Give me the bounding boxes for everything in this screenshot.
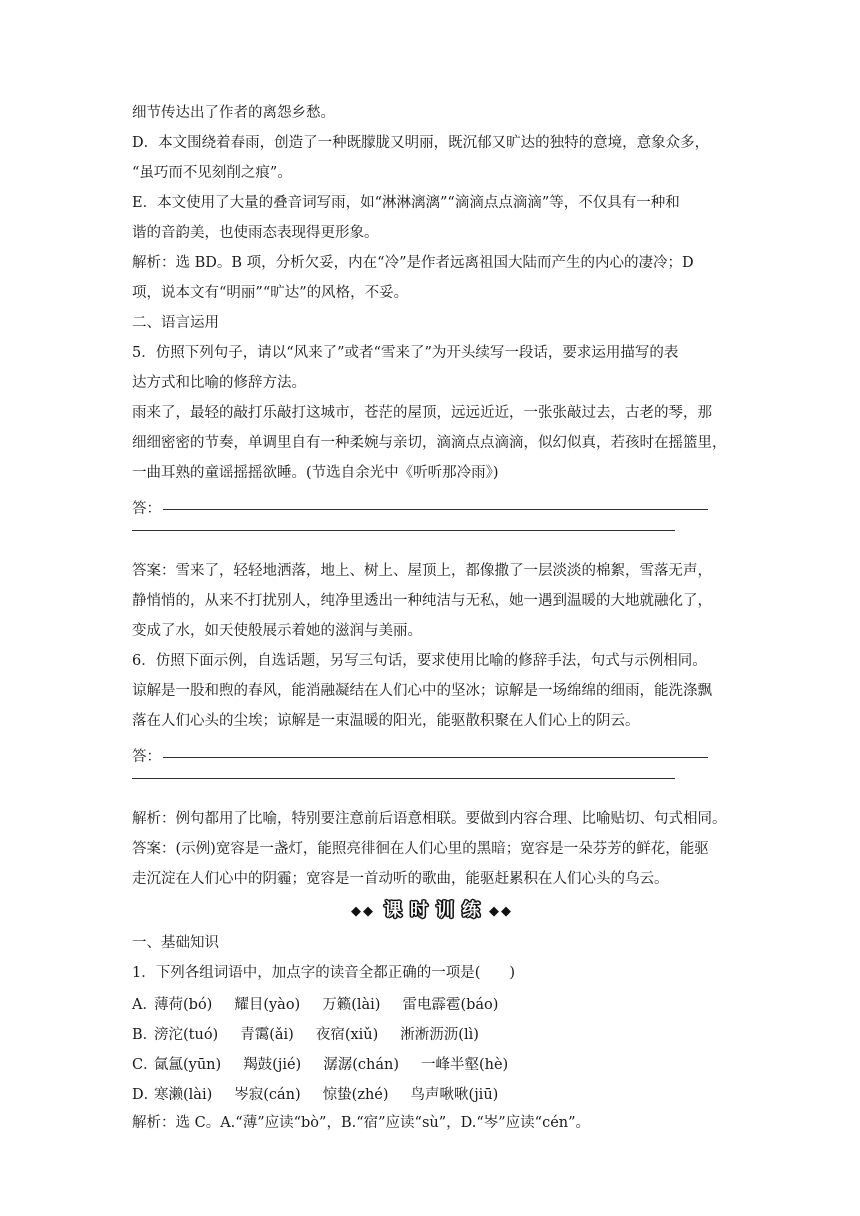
answer-rule-2[interactable] xyxy=(132,766,732,796)
answer-line: 答案：雪来了，轻轻地洒落，地上、树上、屋顶上，都像撒了一层淡淡的棉絮，雪落无声， xyxy=(132,563,712,579)
option-word: 薄荷(bó) xyxy=(154,996,213,1013)
option-key: C． xyxy=(132,1056,158,1073)
answer-line: 走沉淀在人们心中的阴霾；宽容是一首动听的歌曲，能驱赶累积在人们心头的乌云。 xyxy=(132,871,669,887)
option-word: 青霭(ǎi) xyxy=(240,1026,294,1043)
answer-line: 变成了水，如天使般展示着她的滋润与美丽。 xyxy=(132,623,422,639)
text-line: 谐的音韵美，也使雨态表现得更形象。 xyxy=(132,225,379,241)
option-b xyxy=(132,1018,732,1048)
analysis-line: 解析：例句都用了比喻，特别要注意前后语意相联。要做到内容合理、比喻贴切、句式相同。 xyxy=(132,811,727,827)
option-word: 岑寂(cán) xyxy=(234,1086,301,1103)
answer-rule-2[interactable] xyxy=(132,518,732,548)
document-page xyxy=(132,98,732,1138)
answer-rule xyxy=(163,756,708,758)
answer-label: 答： xyxy=(132,749,161,765)
question-6: 6．仿照下面示例，自选话题，另写三句话，要求使用比喻的修辞手法，句式与示例相同。 xyxy=(132,653,707,669)
banner-char: 训 xyxy=(436,900,454,921)
option-word: 惊蛰(zhé) xyxy=(322,1086,389,1103)
diamond-left-icon: ◆◆ xyxy=(351,903,375,919)
option-word: 氤氲(yūn) xyxy=(154,1056,222,1073)
answer-line: 静悄悄的，从来不打扰别人，纯净里透出一种纯洁与无私，她一遇到温暖的大地就融化了， xyxy=(132,593,712,609)
answer-blank-6[interactable] xyxy=(132,736,732,766)
option-word: 潺潺(chán) xyxy=(323,1056,399,1073)
option-word: 鸟声啾啾(jiū) xyxy=(410,1086,499,1103)
banner-char: 课 xyxy=(384,900,402,921)
option-key: D． xyxy=(132,1086,159,1103)
analysis-line: 解析：选 C。A.“薄”应读“bò”，B.“宿”应读“sù”，D.“岑”应读“cén”。 xyxy=(132,1115,591,1131)
section-banner xyxy=(132,896,732,926)
section-heading: 一、基础知识 xyxy=(132,935,219,951)
option-c xyxy=(132,1048,732,1078)
banner-char: 练 xyxy=(462,900,480,921)
section-heading: 二、语言运用 xyxy=(132,315,219,331)
option-a xyxy=(132,988,732,1018)
option-e-line: E．本文使用了大量的叠音词写雨，如“淋淋漓漓”“滴滴点点滴滴”等，不仅具有一种和 xyxy=(132,195,680,211)
option-word: 羯鼓(jié) xyxy=(243,1056,302,1073)
option-word: 万籁(lài) xyxy=(322,996,381,1013)
option-d-line: D．本文围绕着春雨，创造了一种既朦胧又明丽，既沉郁又旷达的独特的意境，意象众多， xyxy=(132,135,710,151)
banner-title xyxy=(381,899,483,923)
answer-line: 答案：(示例)宽容是一盏灯，能照亮徘徊在人们心里的黑暗；宽容是一朵芬芳的鲜花，能驱 xyxy=(132,841,709,857)
text-line: 达方式和比喻的修辞方法。 xyxy=(132,375,306,391)
quote-line: 雨来了，最轻的敲打乐敲打这城市，苍茫的屋顶，远远近近，一张张敲过去，古老的琴，那 xyxy=(132,405,712,421)
quote-line: 一曲耳熟的童谣摇摇欲睡。(节选自余光中《听听那冷雨》) xyxy=(132,465,499,481)
example-line: 落在人们心头的尘埃；谅解是一束温暖的阳光，能驱散积聚在人们心上的阴云。 xyxy=(132,713,640,729)
option-d xyxy=(132,1078,732,1108)
quote-line: 细细密密的节奏，单调里自有一种柔婉与亲切，滴滴点点滴滴，似幻似真，若孩时在摇篮里， xyxy=(132,435,727,451)
answer-rule xyxy=(163,508,708,510)
option-word: 滂沱(tuó) xyxy=(154,1026,219,1043)
example-line: 谅解是一股和煦的春风，能消融凝结在人们心中的坚冰；谅解是一场绵绵的细雨，能洗涤飘 xyxy=(132,683,712,699)
answer-blank-5[interactable] xyxy=(132,488,732,518)
option-word: 夜宿(xiǔ) xyxy=(315,1026,379,1043)
option-key: B． xyxy=(132,1026,158,1043)
text-line: 细节传达出了作者的离怨乡愁。 xyxy=(132,105,335,121)
banner-char: 时 xyxy=(410,900,428,921)
option-key: A． xyxy=(132,996,157,1013)
option-word: 一峰半壑(hè) xyxy=(420,1056,509,1073)
option-word: 寒濑(lài) xyxy=(154,1086,213,1103)
analysis-line: 解析：选 BD。B 项，分析欠妥，内在“冷”是作者远离祖国大陆而产生的内心的凄冷；D xyxy=(132,255,694,271)
answer-label: 答： xyxy=(132,501,161,517)
option-word: 雷电霹雹(báo) xyxy=(402,996,499,1013)
question-5: 5．仿照下列句子，请以“风来了”或者“雪来了”为开头续写一段话，要求运用描写的表 xyxy=(132,345,679,361)
question-1: 1．下列各组词语中，加点字的读音全都正确的一项是( ) xyxy=(132,965,516,981)
diamond-right-icon: ◆◆ xyxy=(489,903,513,919)
option-word: 耀目(yào) xyxy=(234,996,301,1013)
text-line: “虽巧而不见刻削之痕”。 xyxy=(132,165,292,181)
option-word: 淅淅沥沥(lì) xyxy=(400,1026,479,1043)
text-line: 项，说本文有“明丽”“旷达”的风格，不妥。 xyxy=(132,285,409,301)
